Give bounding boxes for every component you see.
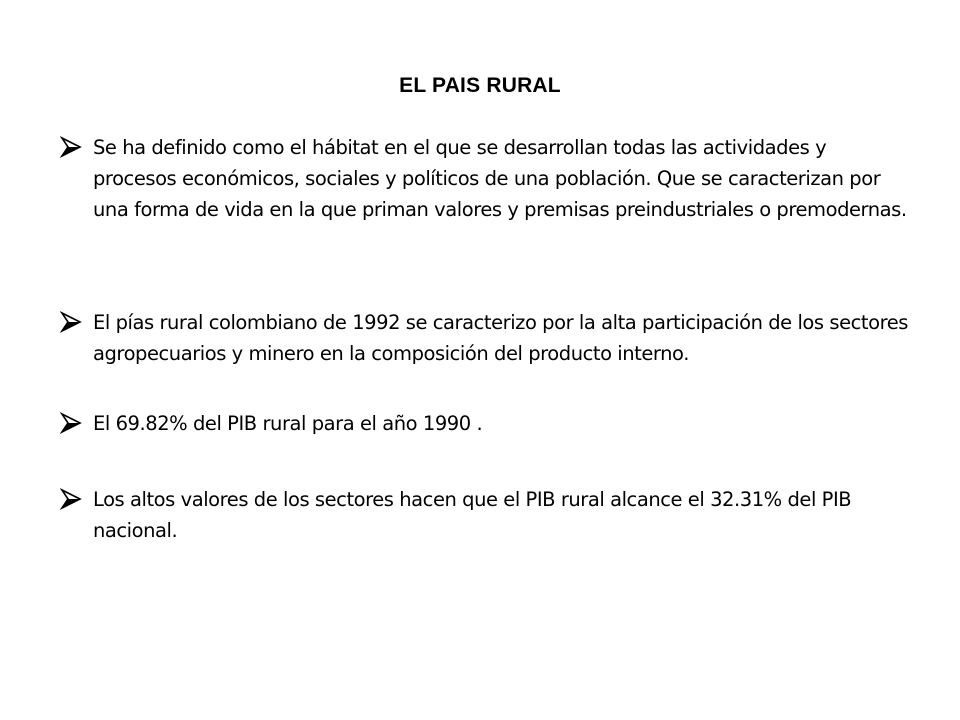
arrow-bullet-icon: [60, 136, 82, 158]
bullet-text: Los altos valores de los sectores hacen que el PIB rural alcance el 32.31% del PIB nacional.: [93, 488, 852, 542]
slide-title: EL PAIS RURAL: [399, 74, 561, 97]
bullet-text: El pías rural colombiano de 1992 se caracterizo por la alta participación de los sectores agropecuarios y minero en la composición del producto interno.: [93, 311, 908, 365]
bullet-text: El 69.82% del PIB rural para el año 1990 .: [93, 412, 483, 435]
arrow-bullet-icon: [60, 488, 82, 510]
arrow-bullet-icon: [60, 412, 82, 434]
arrow-bullet-icon: [60, 311, 82, 333]
bullet-text: Se ha definido como el hábitat en el que se desarrollan todas las actividades y procesos económicos, sociales y políticos de una población. Que se caracterizan por una forma de vida en la que priman valores y premisas preindustriales o premodernas.: [93, 136, 907, 221]
